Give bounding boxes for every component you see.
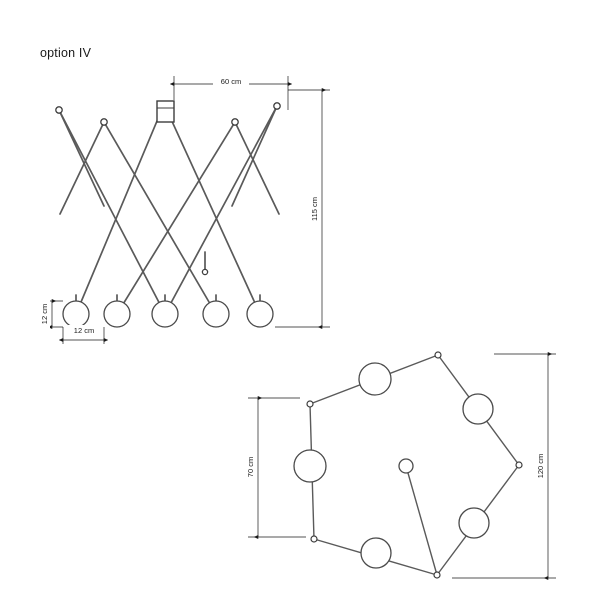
front-view-scissor-arms bbox=[59, 102, 279, 314]
dimension-front-height-label: 115 cm bbox=[310, 196, 319, 222]
plan-view-nodes bbox=[307, 352, 522, 578]
dimension-plan-width-label: 120 cm bbox=[536, 453, 545, 479]
ceiling-canopy bbox=[157, 101, 174, 122]
front-view-top-nodes bbox=[56, 103, 280, 275]
dimension-front-width-label: 60 cm bbox=[220, 77, 242, 86]
dimension-plan-width bbox=[452, 354, 556, 578]
dimension-globe-diameter bbox=[39, 298, 63, 330]
dimension-front-height bbox=[275, 90, 330, 327]
dimension-front-width bbox=[174, 76, 288, 110]
dimension-globe-spacing bbox=[63, 325, 104, 344]
front-view-globes bbox=[63, 301, 273, 327]
dimension-globe-spacing-label: 12 cm bbox=[73, 326, 95, 335]
dimension-plan-depth-label: 70 cm bbox=[246, 456, 255, 478]
front-view-drop-rods bbox=[76, 252, 260, 301]
page-title: option IV bbox=[40, 46, 92, 60]
plan-view-arms bbox=[310, 355, 519, 575]
plan-view-globes bbox=[294, 363, 493, 568]
dimension-globe-diameter-label: 12 cm bbox=[40, 303, 49, 325]
